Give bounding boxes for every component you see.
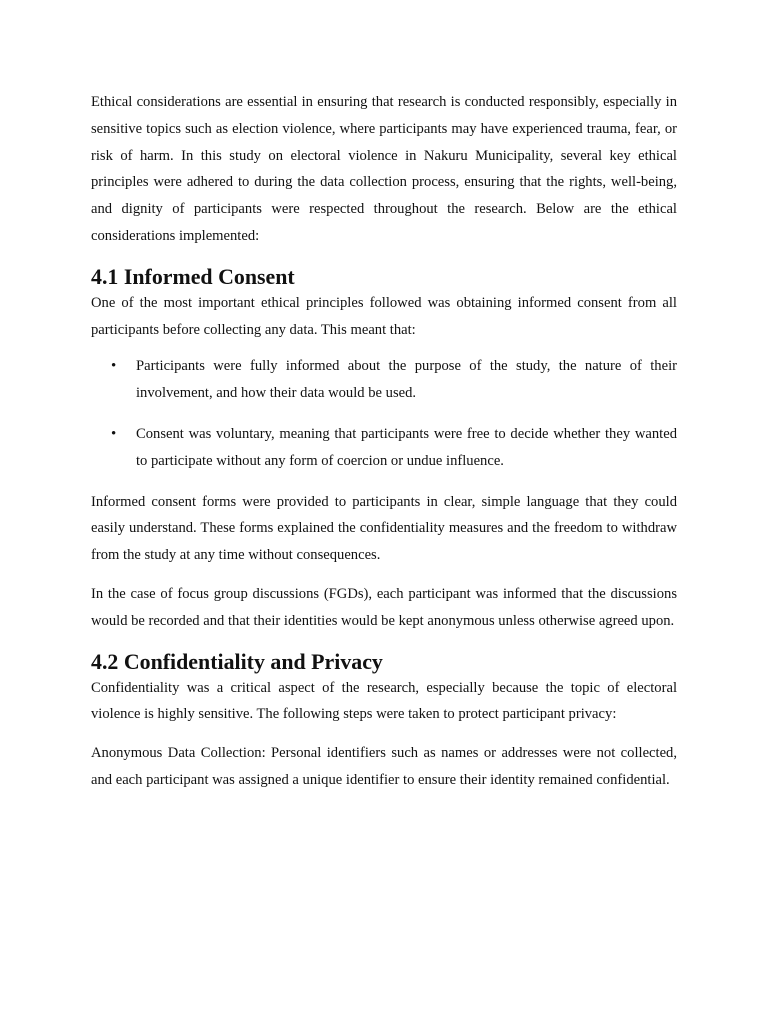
list-item-text: Consent was voluntary, meaning that participants were free to decide whether they wanted to participate without any form of coercion or undue influence.	[136, 425, 677, 469]
confidentiality-lead-paragraph: Confidentiality was a critical aspect of the research, especially because the topic of electoral violence is highly sensitive. The following steps were taken to protect participant privacy:	[91, 679, 677, 723]
informed-consent-lead-paragraph: One of the most important ethical principles followed was obtaining informed consent from all participants before collecting any data. This meant that:	[91, 294, 677, 338]
section-heading-confidentiality: 4.2 Confidentiality and Privacy	[91, 648, 383, 674]
bullet-icon: •	[111, 358, 117, 375]
consent-forms-paragraph: Informed consent forms were provided to participants in clear, simple language that they could easily understand. These forms explained the confidentiality measures and the freedom to withdraw from the study at any time without consequences.	[91, 493, 677, 564]
list-item-text: Participants were fully informed about the purpose of the study, the nature of their involvement, and how their data would be used.	[136, 358, 677, 402]
bullet-icon: •	[111, 425, 117, 442]
intro-paragraph: Ethical considerations are essential in ensuring that research is conducted responsibly, especially in sensitive topics such as election violence, where participants may have experienced trauma, fear, or risk of harm. In this study on electoral violence in Nakuru Municipality, several key ethical principles were adhered to during the data collection process, ensuring that the rights, well-being, and dignity of participants were respected throughout the research. Below are the ethical considerations implemented:	[91, 94, 677, 244]
focus-group-paragraph: In the case of focus group discussions (FGDs), each participant was informed that the discussions would be recorded and that their identities would be kept anonymous unless otherwise agreed upon.	[91, 585, 677, 629]
informed-consent-bullet-list	[91, 353, 677, 474]
section-heading-informed-consent: 4.1 Informed Consent	[91, 263, 295, 289]
list-item	[91, 353, 677, 407]
list-item	[91, 421, 677, 475]
document-page	[91, 89, 677, 794]
anonymous-data-paragraph: Anonymous Data Collection: Personal identifiers such as names or addresses were not collected, and each participant was assigned a unique identifier to ensure their identity remained confidential.	[91, 745, 677, 788]
